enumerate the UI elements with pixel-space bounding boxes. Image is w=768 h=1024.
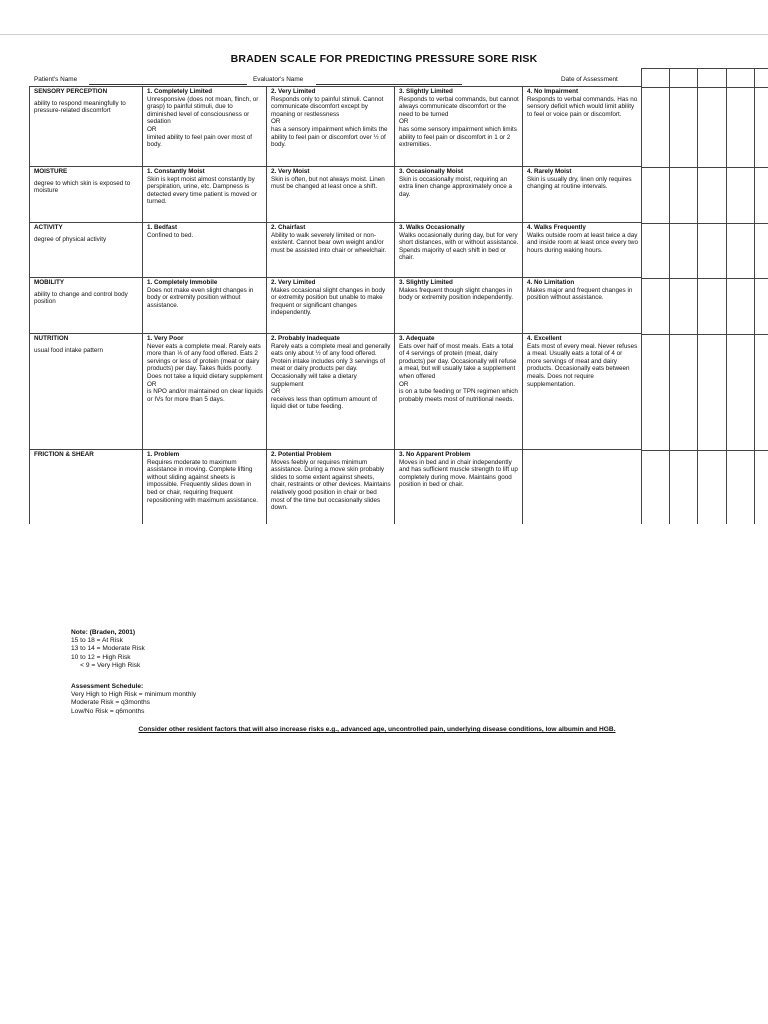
score-cell[interactable]	[698, 69, 726, 88]
category-cell	[30, 167, 143, 223]
score-cell[interactable]	[726, 451, 754, 527]
category-cell	[30, 278, 143, 334]
page-crop-edge	[0, 524, 768, 532]
category-title: MOBILITY	[34, 279, 65, 286]
score-cell[interactable]	[754, 335, 768, 451]
level-title: 1. Very Poor	[147, 335, 184, 342]
score-cell[interactable]	[670, 335, 698, 451]
category-cell	[30, 450, 143, 526]
level-cell	[523, 167, 642, 223]
level-title: 2. Very Moist	[271, 168, 310, 175]
level-cell	[143, 87, 267, 167]
score-cell[interactable]	[698, 168, 726, 224]
category-cell	[30, 223, 143, 278]
category-title: MOISTURE	[34, 168, 68, 175]
level-description: Does not make even slight changes in body or extremity position without assistance.	[147, 286, 254, 309]
note-line: 10 to 12 = High Risk	[71, 653, 131, 661]
level-cell	[395, 87, 523, 167]
score-cell[interactable]	[726, 335, 754, 451]
score-cell[interactable]	[670, 69, 698, 88]
level-title: 1. Completely Immobile	[147, 279, 218, 286]
evaluator-name-field[interactable]	[316, 84, 462, 85]
category-description: usual food intake pattern	[34, 346, 103, 354]
level-title: 4. Excellent	[527, 335, 562, 342]
level-title: 4. No Limitation	[527, 279, 575, 286]
level-cell	[523, 223, 642, 278]
note-line: < 9 = Very High Risk	[71, 661, 141, 669]
schedule-line: Moderate Risk = q3months	[71, 699, 150, 707]
score-cell[interactable]	[726, 168, 754, 224]
patient-name-field[interactable]	[89, 84, 247, 85]
category-title: FRICTION & SHEAR	[34, 451, 94, 458]
risk-note	[71, 629, 145, 670]
category-description: degree of physical activity	[34, 235, 107, 243]
category-description: ability to change and control body position	[34, 290, 128, 306]
level-description: Responds to verbal commands. Has no sensory deficit which would limit ability to feel or voice pain or discomfort.	[527, 95, 638, 118]
category-cell	[30, 334, 143, 450]
score-cell[interactable]	[670, 224, 698, 279]
level-description: Skin is kept moist almost constantly by perspiration, urine, etc. Dampness is detected every time patient is moved or turned.	[147, 175, 257, 206]
level-description: Eats over half of most meals. Eats a total of 4 servings of protein (meat, dairy products) per day. Occasionally will refuse a meal, but will usually take a supplement when offered OR is on a tube feeding or TPN regimen which probably meets most of nutritional needs.	[399, 342, 518, 403]
additional-risk-factors-note: Consider other resident factors that will also increase risks e.g., advanced age, uncontrolled pain, underlying disease conditions, low albumin and HGB.	[138, 726, 616, 733]
score-grid	[641, 68, 768, 527]
score-cell[interactable]	[754, 224, 768, 279]
level-title: 3. Slightly Limited	[399, 279, 453, 286]
level-title: 3. Adequate	[399, 335, 435, 342]
category-title: ACTIVITY	[34, 224, 63, 231]
level-description: Makes major and frequent changes in position without assistance.	[527, 286, 633, 302]
level-cell	[267, 167, 395, 223]
level-description: Requires moderate to maximum assistance in moving. Complete lifting without sliding against sheets is impossible. Frequently slides down in bed or chair, requiring frequent repositioning with maximum assistance.	[147, 458, 258, 504]
page-title: BRADEN SCALE FOR PREDICTING PRESSURE SORE RISK	[230, 53, 538, 65]
level-title: 3. No Apparent Problem	[399, 451, 471, 458]
level-cell	[523, 450, 642, 526]
score-cell[interactable]	[642, 224, 670, 279]
note-heading: Note: (Braden, 2001)	[71, 629, 136, 636]
category-title: SENSORY PERCEPTION	[34, 88, 108, 95]
level-title: 3. Occasionally Moist	[399, 168, 464, 175]
score-cell[interactable]	[642, 69, 670, 88]
note-line: 15 to 18 = At Risk	[71, 637, 123, 645]
level-description: Ability to walk severely limited or non-existent. Cannot bear own weight and/or must be assisted into chair or wheelchair.	[271, 231, 387, 254]
table-row	[30, 334, 642, 450]
level-title: 2. Very Limited	[271, 279, 316, 286]
level-title: 4. No Impairment	[527, 88, 579, 95]
level-cell	[523, 334, 642, 450]
score-cell[interactable]	[698, 224, 726, 279]
table-row	[30, 223, 642, 278]
score-cell[interactable]	[726, 224, 754, 279]
level-cell	[395, 223, 523, 278]
score-cell[interactable]	[754, 451, 768, 527]
level-description: Skin is usually dry, linen only requires changing at routine intervals.	[527, 175, 632, 191]
score-cell[interactable]	[670, 279, 698, 335]
score-cell[interactable]	[726, 69, 754, 88]
evaluator-name-label: Evaluator's Name	[253, 76, 304, 83]
level-cell	[267, 450, 395, 526]
score-cell[interactable]	[698, 88, 726, 168]
level-title: 2. Probably Inadequate	[271, 335, 340, 342]
score-cell[interactable]	[642, 279, 670, 335]
level-description: Walks occasionally during day, but for very short distances, with or without assistance. Spends majority of each shift in bed or chair.	[399, 231, 519, 262]
level-cell	[143, 334, 267, 450]
category-cell	[30, 87, 143, 167]
assessment-schedule	[71, 683, 196, 716]
level-title: 4. Walks Frequently	[527, 224, 586, 231]
top-divider	[0, 34, 768, 35]
level-description: Makes frequent though slight changes in body or extremity position independently.	[399, 286, 513, 302]
level-description: Responds to verbal commands, but cannot always communicate discomfort or the need to be turned OR has some sensory impairment which limits ability to feel pain or discomfort in 1 or 2 extremities.	[399, 95, 519, 149]
table-row	[30, 87, 642, 167]
level-description: Eats most of every meal. Never refuses a meal. Usually eats a total of 4 or more servings of meat and dairy products. Occasionally eats between meals. Does not require supplementation.	[527, 342, 638, 388]
schedule-line: Very High to High Risk = minimum monthly	[71, 691, 197, 699]
category-description: ability to respond meaningfully to pressure-related discomfort	[34, 99, 126, 115]
level-cell	[267, 334, 395, 450]
score-cell[interactable]	[754, 88, 768, 168]
level-title: 1. Problem	[147, 451, 180, 458]
patient-name-label: Patient's Name	[34, 76, 78, 83]
level-description: Never eats a complete meal. Rarely eats more than ⅓ of any food offered. Eats 2 servings or less of protein (meat or dairy products) per day. Takes fluids poorly. Does not take a liquid dietary supplement OR is NPO and/or maintained on clear liquids or IVs for more than 5 days.	[147, 342, 263, 403]
score-cell[interactable]	[670, 451, 698, 527]
level-description: Rarely eats a complete meal and generally eats only about ½ of any food offered. Protein intake includes only 3 servings of meat or dairy products per day. Occasionally will take a dietary supplement OR receives less than optimum amount of liquid diet or tube feeding.	[271, 342, 391, 411]
level-description: Moves in bed and in chair independently and has sufficient muscle strength to lift up completely during move. Maintains good position in bed or chair.	[399, 458, 518, 489]
level-title: 2. Potential Problem	[271, 451, 332, 458]
level-description: Responds only to painful stimuli. Cannot communicate discomfort except by moaning or restlessness OR has a sensory impairment which limits the ability to feel pain or discomfort over ½ of body.	[271, 95, 388, 149]
level-cell	[523, 87, 642, 167]
level-cell	[143, 278, 267, 334]
score-cell[interactable]	[642, 168, 670, 224]
score-cell[interactable]	[698, 335, 726, 451]
level-title: 4. Rarely Moist	[527, 168, 572, 175]
level-description: Confined to bed.	[147, 231, 194, 239]
score-cell[interactable]	[670, 88, 698, 168]
table-row	[30, 450, 642, 526]
level-title: 2. Very Limited	[271, 88, 316, 95]
score-cell[interactable]	[698, 451, 726, 527]
level-title: 3. Walks Occasionally	[399, 224, 465, 231]
level-title: 1. Bedfast	[147, 224, 178, 231]
level-description: Makes occasional slight changes in body or extremity position but unable to make frequent or significant changes independently.	[271, 286, 386, 317]
level-title: 2. Chairfast	[271, 224, 306, 231]
level-cell	[267, 87, 395, 167]
level-description: Walks outside room at least twice a day and inside room at least once every two hours during waking hours.	[527, 231, 638, 254]
score-cell[interactable]	[726, 279, 754, 335]
level-description: Unresponsive (does not moan, flinch, or grasp) to painful stimuli, due to diminished level of consciousness or sedation OR limited ability to feel pain over most of body.	[147, 95, 259, 149]
table-row	[30, 278, 642, 334]
score-cell[interactable]	[642, 451, 670, 527]
score-cell[interactable]	[698, 279, 726, 335]
level-cell	[267, 223, 395, 278]
level-description: Skin is often, but not always moist. Linen must be changed at least once a shift.	[271, 175, 385, 191]
level-cell	[143, 223, 267, 278]
level-cell	[143, 450, 267, 526]
level-cell	[523, 278, 642, 334]
level-cell	[267, 278, 395, 334]
score-cell[interactable]	[726, 88, 754, 168]
score-cell[interactable]	[670, 168, 698, 224]
table-row	[30, 167, 642, 223]
schedule-heading: Assessment Schedule:	[71, 683, 144, 690]
score-cell[interactable]	[754, 279, 768, 335]
level-title: 1. Constantly Moist	[147, 168, 205, 175]
level-cell	[395, 334, 523, 450]
date-of-assessment-label: Date of Assessment	[561, 76, 618, 83]
score-cell[interactable]	[754, 69, 768, 88]
braden-scale-table	[29, 86, 642, 526]
level-description: Moves feebly or requires minimum assistance. During a move skin probably slides to some extent against sheets, chair, restraints or other devices. Maintains relatively good position in chair or bed most of the time but occasionally slides down.	[271, 458, 391, 512]
level-cell	[395, 278, 523, 334]
level-description: Skin is occasionally moist, requiring an extra linen change approximately once a day.	[399, 175, 513, 198]
level-title: 3. Slightly Limited	[399, 88, 453, 95]
level-title: 1. Completely Limited	[147, 88, 213, 95]
score-cell[interactable]	[754, 168, 768, 224]
schedule-line: Low/No Risk = q6months	[71, 707, 145, 715]
note-line: 13 to 14 = Moderate Risk	[71, 645, 145, 653]
level-cell	[395, 450, 523, 526]
category-description: degree to which skin is exposed to moisture	[34, 179, 131, 195]
category-title: NUTRITION	[34, 335, 69, 342]
score-cell[interactable]	[642, 88, 670, 168]
level-cell	[395, 167, 523, 223]
level-cell	[143, 167, 267, 223]
score-cell[interactable]	[642, 335, 670, 451]
